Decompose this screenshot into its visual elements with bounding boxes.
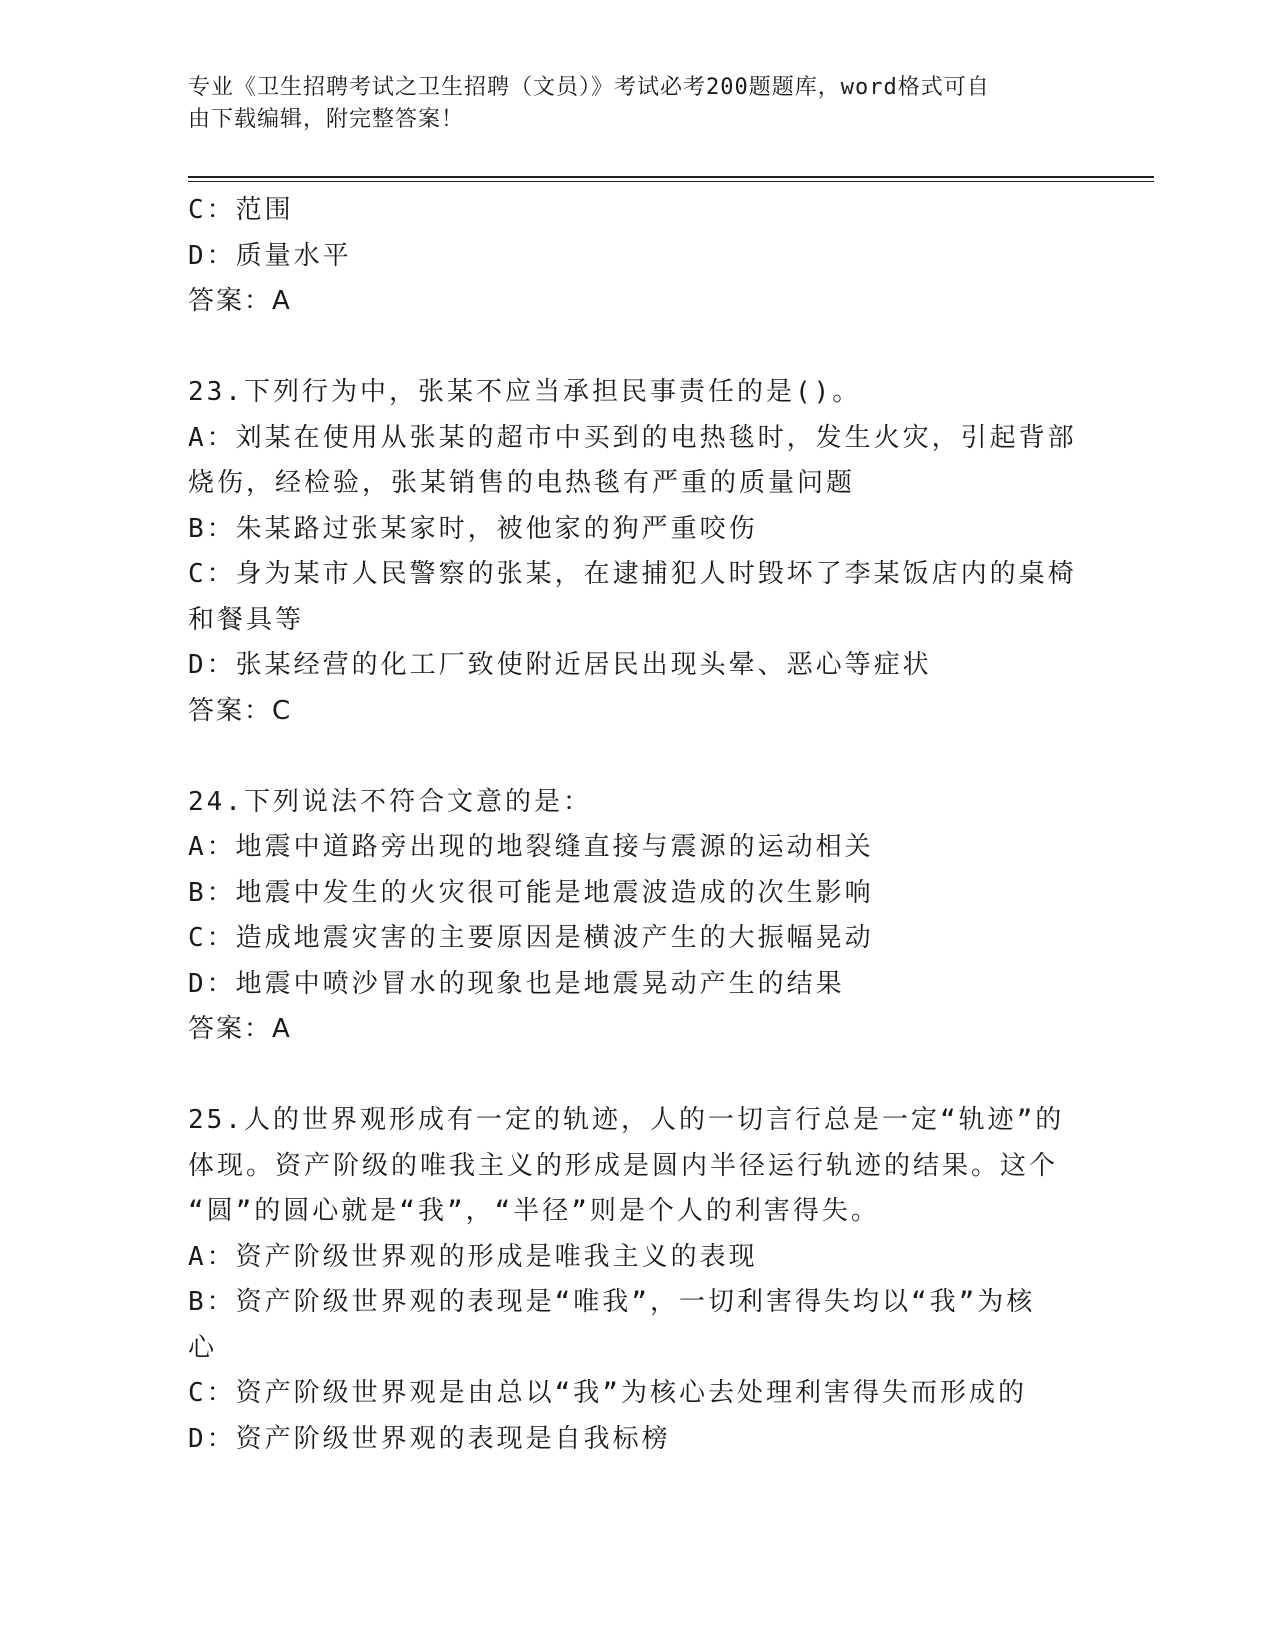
question-content [188, 188, 1088, 1462]
spacer [188, 734, 1088, 780]
option-c-continued: 和餐具等 [188, 604, 305, 635]
question-22-tail [188, 188, 1088, 325]
question-25 [188, 1098, 1088, 1462]
option-b: B：资产阶级世界观的表现是“唯我”，一切利害得失均以“我”为核 [188, 1287, 1036, 1317]
option-a: A：地震中道路旁出现的地裂缝直接与震源的运动相关 [188, 832, 874, 862]
option-a: A：刘某在使用从张某的超市中买到的电热毯时，发生火灾，引起背部 [188, 422, 1077, 453]
question-stem: 23.下列行为中，张某不应当承担民事责任的是()。 [188, 377, 862, 407]
header-rule-thin [188, 181, 1154, 182]
question-stem-continued: “圆”的圆心就是“我”，“半径”则是个人的利害得失。 [188, 1196, 880, 1226]
spacer [188, 325, 1088, 371]
option-d: D：地震中喷沙冒水的现象也是地震晃动产生的结果 [188, 968, 845, 999]
question-stem: 25.人的世界观形成有一定的轨迹，人的一切言行总是一定“轨迹”的 [188, 1105, 1065, 1135]
option-b-continued: 心 [188, 1332, 218, 1363]
option-c: C：造成地震灾害的主要原因是横波产生的大振幅晃动 [188, 923, 874, 953]
question-stem: 24.下列说法不符合文意的是： [188, 786, 592, 817]
option-c: C：资产阶级世界观是由总以“我”为核心去处理利害得失而形成的 [188, 1378, 1027, 1408]
header-line-2: 由下载编辑，附完整答案！ [188, 107, 465, 132]
question-stem-continued: 体现。资产阶级的唯我主义的形成是圆内半径运行轨迹的结果。这个 [188, 1150, 1059, 1181]
option-d: D：资产阶级世界观的表现是自我标榜 [188, 1423, 671, 1454]
header-rule-thick [188, 176, 1154, 178]
answer-label: 答案：A [188, 286, 292, 316]
question-23 [188, 370, 1088, 734]
answer-label: 答案：C [188, 695, 293, 726]
option-d: D：质量水平 [188, 240, 352, 271]
spacer [188, 1053, 1088, 1099]
option-a-continued: 烧伤，经检验，张某销售的电热毯有严重的质量问题 [188, 468, 856, 498]
document-header [188, 72, 1068, 136]
header-line-1: 专业《卫生招聘考试之卫生招聘（文员）》考试必考200题题库，word格式可自 [188, 75, 990, 100]
option-c: C：范围 [188, 195, 294, 225]
option-d: D：张某经营的化工厂致使附近居民出现头晕、恶心等症状 [188, 650, 932, 680]
answer-label: 答案：A [188, 1014, 292, 1044]
option-a: A：资产阶级世界观的形成是唯我主义的表现 [188, 1241, 758, 1272]
option-b: B：朱某路过张某家时，被他家的狗严重咬伤 [188, 513, 758, 544]
option-c: C：身为某市人民警察的张某，在逮捕犯人时毁坏了李某饭店内的桌椅 [188, 559, 1077, 589]
option-b: B：地震中发生的火灾很可能是地震波造成的次生影响 [188, 877, 874, 908]
question-24 [188, 780, 1088, 1053]
